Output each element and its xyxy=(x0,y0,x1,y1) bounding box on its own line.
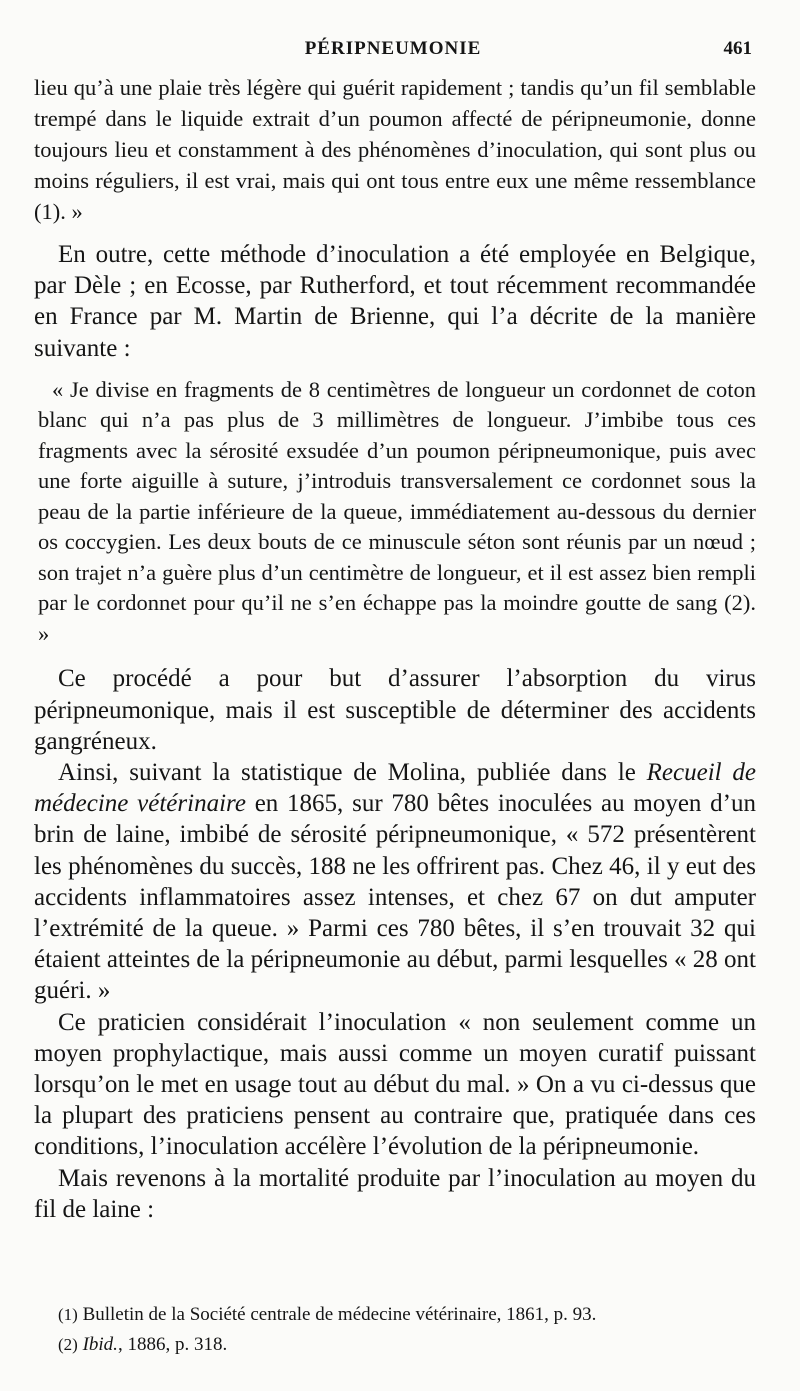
footnote-mark: (1) xyxy=(58,1305,78,1324)
quote-martin-de-brienne: « Je divise en fragments de 8 centimètres de longueur un cordonnet de coton blanc qui n’a pas plus de 3 millimètres de longueur. J’imbibe tous ces fragments avec la sérosité exsudée d’un poumon péripneumonique, puis avec une forte aiguille à suture, j’introduis transversalement ce cordonnet sous la peau de la partie inférieure de la queue, immédiatement au-dessous du dernier os coccygien. Les deux bouts de ce minuscule séton sont réunis par un nœud ; son trajet n’a guère plus d’un centimètre de longueur, et il est assez bien rempli par le cordonnet pour qu’il ne s’en échappe pas la moindre goutte de sang (2). » xyxy=(38,376,756,646)
footnote-ibid: Ibid. xyxy=(82,1334,118,1355)
paragraph-inoculation-method: En outre, cette méthode d’inoculation a été employée en Belgique, par Dèle ; en Ecosse, par Rutherford, et tout récemment recommandée en France par M. Martin de Brienne, qui l’a décrite de la manière suivante : xyxy=(34,241,756,362)
journal-title: Recueil de médecine vétérinaire xyxy=(34,758,756,818)
footnote-text: Bulletin de la Société centrale de médecine vétérinaire, 1861, p. 93. xyxy=(82,1304,597,1325)
paragraph-mortality: Mais revenons à la mortalité produite par l’inoculation au moyen du fil de laine : xyxy=(34,1164,756,1223)
footnote-mark: (2) xyxy=(58,1335,78,1354)
footnotes xyxy=(58,1300,758,1360)
footnote-2 xyxy=(58,1330,758,1360)
running-title: PÉRIPNEUMONIE xyxy=(304,38,482,59)
footnote-1 xyxy=(58,1300,758,1330)
footnote-text: , 1886, p. 318. xyxy=(117,1334,228,1355)
molina-text-after: en 1865, sur 780 bêtes inoculées au moyen d’un brin de laine, imbibé de sérosité péripneumonique, « 572 présentèrent les phénomènes du succès, 188 ne les offrirent pas. Chez 46, il y eut des accidents inflammatoires assez intenses, et chez 67 on dut amputer l’extrémité de la queue. » Parmi ces 780 bêtes, il s’en trouvait 32 qui étaient atteintes de la péripneumonie au début, parmi lesquelles « 28 ont guéri. » xyxy=(34,790,757,1005)
paragraph-molina-statistics xyxy=(34,757,756,1007)
molina-text-before: Ainsi, suivant la statistique de Molina, publiée dans le xyxy=(58,758,647,786)
page-number: 461 xyxy=(723,38,752,59)
body-text xyxy=(34,72,756,1225)
paragraph-procedure-purpose: Ce procédé a pour but d’assurer l’absorption du virus péripneumonique, mais il est susceptible de déterminer des accidents gangréneux. xyxy=(34,665,756,755)
paragraph-continued: lieu qu’à une plaie très légère qui guérit rapidement ; tandis qu’un fil semblable trempé dans le liquide extrait d’un poumon affecté de péripneumonie, donne toujours lieu et constamment à des phénomènes d’inoculation, qui sont plus ou moins réguliers, il est vrai, mais qui ont tous entre eux une même ressemblance (1). » xyxy=(34,75,756,224)
paragraph-practitioner-view: Ce praticien considérait l’inoculation « non seulement comme un moyen prophylactique, mais aussi comme un moyen curatif puissant lorsqu’on le met en usage tout au début du mal. » On a vu ci-dessus que la plupart des praticiens pensent au contraire que, pratiquée dans ces conditions, l’inoculation accélère l’évolution de la péripneumonie. xyxy=(34,1008,756,1161)
page-header xyxy=(34,38,752,68)
